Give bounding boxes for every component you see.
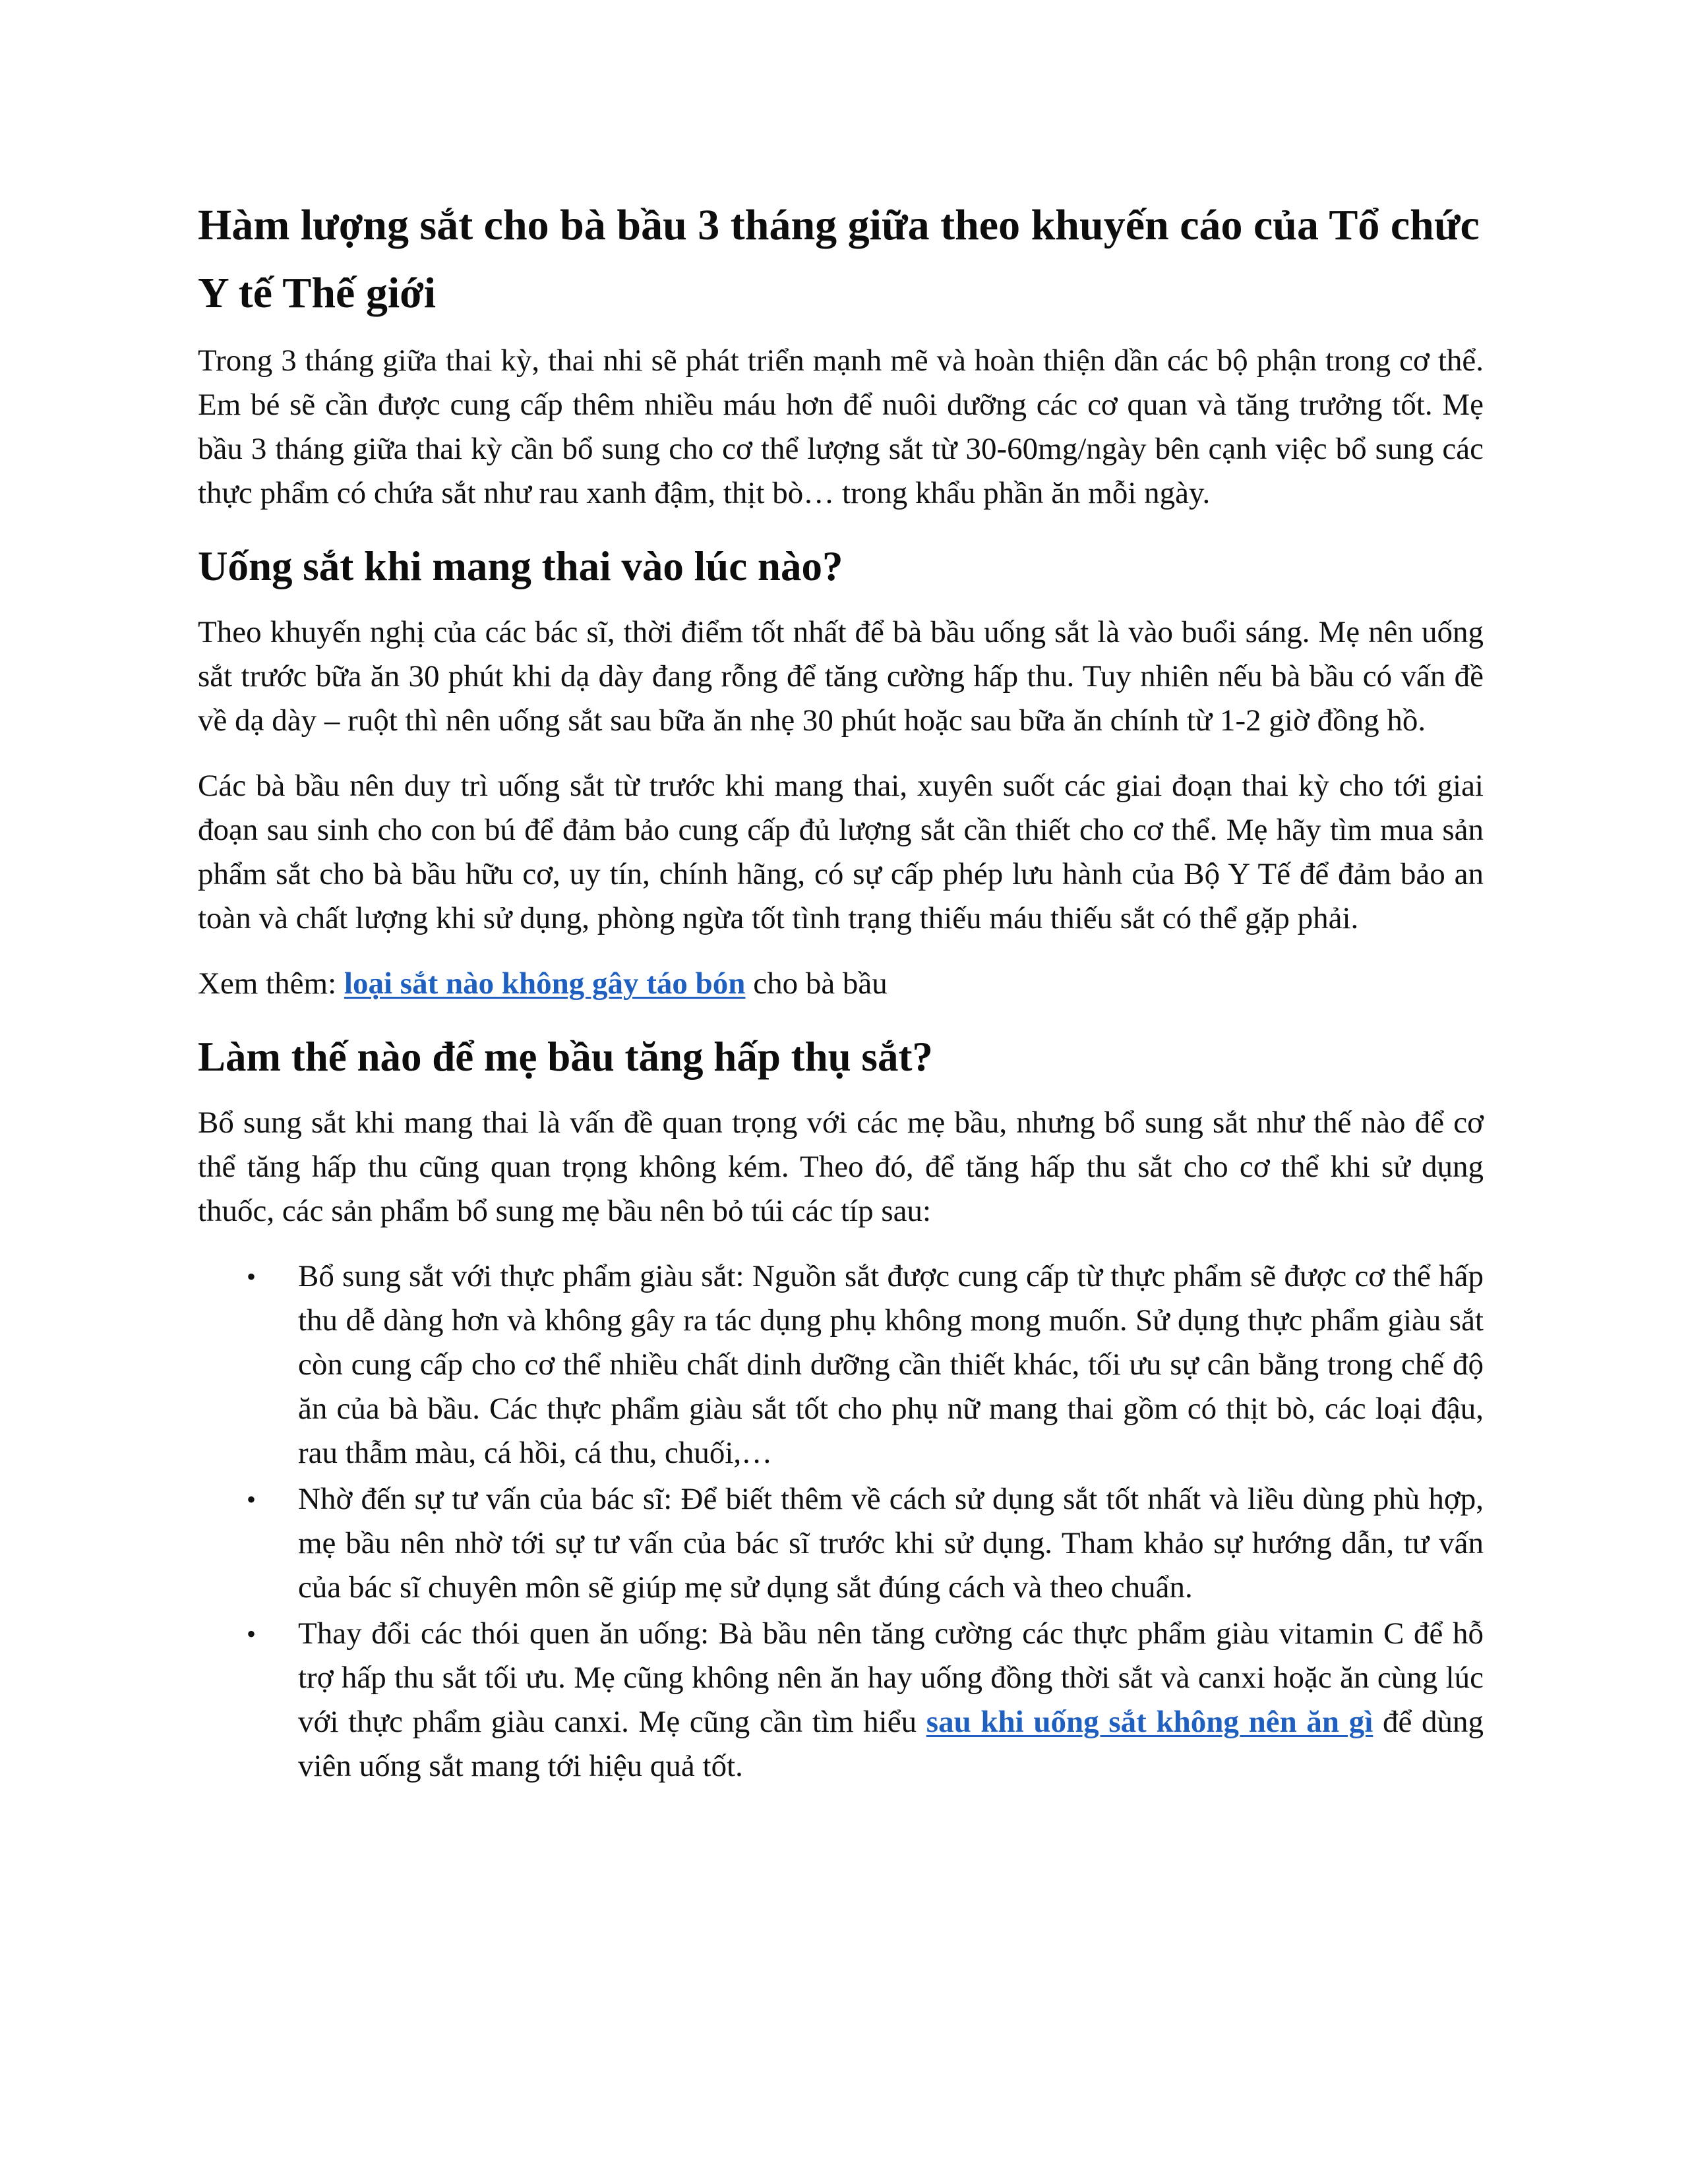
- list-item: [198, 1477, 1484, 1610]
- list-item: [198, 1612, 1484, 1788]
- see-more-suffix: cho bà bầu: [745, 966, 888, 1001]
- section-heading-absorption: Làm thế nào để mẹ bầu tăng hấp thụ sắt?: [198, 1034, 933, 1080]
- see-more-prefix: Xem thêm:: [198, 966, 344, 1001]
- tips-list: [198, 1254, 1484, 1788]
- bullet-icon: •: [247, 1619, 256, 1649]
- paragraph-maintain-iron: Các bà bầu nên duy trì uống sắt từ trước khi mang thai, xuyên suốt các giai đoạn thai kỳ cho tới giai đoạn sau sinh cho con bú để đảm bảo cung cấp đủ lượng sắt cần thiết cho cơ thể. Mẹ hãy tìm mua sản phẩm sắt cho bà bầu hữu cơ, uy tín, chính hãng, có sự cấp phép lưu hành của Bộ Y Tế để đảm bảo an toàn và chất lượng khi sử dụng, phòng ngừa tốt tình trạng thiếu máu thiếu sắt có thể gặp phải.: [198, 769, 1484, 935]
- link-constipation-iron[interactable]: loại sắt nào không gây táo bón: [344, 966, 746, 1001]
- link-foods-to-avoid[interactable]: sau khi uống sắt không nên ăn gì: [926, 1705, 1373, 1739]
- paragraph-absorption-intro: Bổ sung sắt khi mang thai là vấn đề quan trọng với các mẹ bầu, nhưng bổ sung sắt như thế nào để cơ thể tăng hấp thu cũng quan trọng không kém. Theo đó, để tăng hấp thu sắt cho cơ thể khi sử dụng thuốc, các sản phẩm bổ sung mẹ bầu nên bỏ túi các típ sau:: [198, 1106, 1484, 1228]
- document-page: [198, 191, 1484, 1790]
- bullet-icon: •: [247, 1262, 256, 1291]
- paragraph-iron-dosage: Trong 3 tháng giữa thai kỳ, thai nhi sẽ phát triển mạnh mẽ và hoàn thiện dần các bộ phận trong cơ thể. Em bé sẽ cần được cung cấp thêm nhiều máu hơn để nuôi dưỡng các cơ quan và tăng trưởng tốt. Mẹ bầu 3 tháng giữa thai kỳ cần bổ sung cho cơ thể lượng sắt từ 30-60mg/ngày bên cạnh việc bổ sung các thực phẩm có chứa sắt như rau xanh đậm, thịt bò… trong khẩu phần ăn mỗi ngày.: [198, 343, 1484, 510]
- list-item-text-after: để dùng viên uống sắt mang tới hiệu quả tốt.: [298, 1705, 1484, 1783]
- section-heading-iron-dosage: Hàm lượng sắt cho bà bầu 3 tháng giữa theo khuyến cáo của Tổ chức Y tế Thế giới: [198, 201, 1480, 317]
- bullet-icon: •: [247, 1485, 256, 1514]
- list-item: [198, 1254, 1484, 1475]
- list-item-text: Nhờ đến sự tư vấn của bác sĩ: Để biết thêm về cách sử dụng sắt tốt nhất và liều dùng phù hợp, mẹ bầu nên nhờ tới sự tư vấn của bác sĩ trước khi sử dụng. Tham khảo sự hướng dẫn, tư vấn của bác sĩ chuyên môn sẽ giúp mẹ sử dụng sắt đúng cách và theo chuẩn.: [298, 1482, 1484, 1605]
- see-more-line: [198, 962, 1484, 1006]
- paragraph-best-time: Theo khuyến nghị của các bác sĩ, thời điểm tốt nhất để bà bầu uống sắt là vào buổi sáng. Mẹ nên uống sắt trước bữa ăn 30 phút khi dạ dày đang rỗng để tăng cường hấp thu. Tuy nhiên nếu bà bầu có vấn đề về dạ dày – ruột thì nên uống sắt sau bữa ăn nhẹ 30 phút hoặc sau bữa ăn chính từ 1-2 giờ đồng hồ.: [198, 615, 1484, 738]
- list-item-text-before: Thay đổi các thói quen ăn uống: Bà bầu nên tăng cường các thực phẩm giàu vitamin C để hỗ trợ hấp thu sắt tối ưu. Mẹ cũng không nên ăn hay uống đồng thời sắt và canxi hoặc ăn cùng lúc với thực phẩm giàu canxi. Mẹ cũng cần tìm hiểu: [298, 1616, 1484, 1739]
- list-item-text: Bổ sung sắt với thực phẩm giàu sắt: Nguồn sắt được cung cấp từ thực phẩm sẽ được cơ thể hấp thu dễ dàng hơn và không gây ra tác dụng phụ không mong muốn. Sử dụng thực phẩm giàu sắt còn cung cấp cho cơ thể nhiều chất dinh dưỡng cần thiết khác, tối ưu sự cân bằng trong chế độ ăn của bà bầu. Các thực phẩm giàu sắt tốt cho phụ nữ mang thai gồm có thịt bò, các loại đậu, rau thẫm màu, cá hồi, cá thu, chuối,…: [298, 1259, 1484, 1470]
- section-heading-when-to-take: Uống sắt khi mang thai vào lúc nào?: [198, 543, 843, 589]
